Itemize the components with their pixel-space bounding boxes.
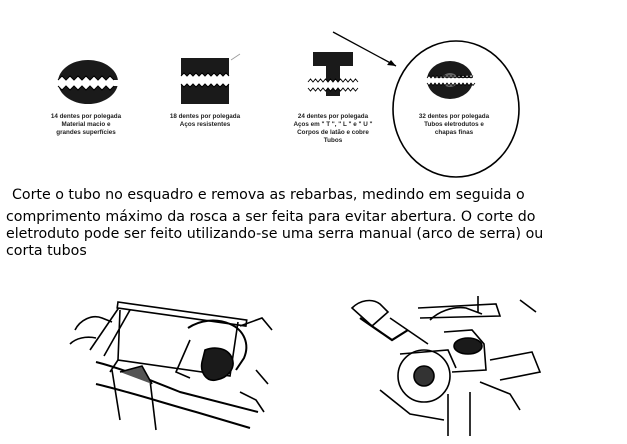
blade-profile-32-icon xyxy=(427,61,475,99)
highlight-circle-arrow-icon xyxy=(333,32,519,177)
blade-use-label: grandes superfícies xyxy=(56,129,116,136)
pipe-cutter-icon xyxy=(352,296,540,436)
blade-use-label: Aços resistentes xyxy=(179,121,231,128)
blade-caption-18 xyxy=(145,113,265,129)
blade-profile-18-icon xyxy=(181,54,240,104)
blade-use-label: Tubos eletrodutos e xyxy=(424,121,484,128)
paragraph-line: comprimento máximo da rosca a ser feita para evitar abertura. O corte do xyxy=(6,209,536,225)
paragraph-line: Corte o tubo no esquadro e remova as rebarbas, medindo em seguida o xyxy=(12,187,525,203)
blade-teeth-label: 14 dentes por polegada xyxy=(50,113,122,120)
hacksaw-cutting-pipe-icon xyxy=(70,302,272,430)
paragraph-line: corta tubos xyxy=(6,243,87,259)
blade-use-label: Corpos de latão e cobre xyxy=(297,129,369,136)
blade-caption-14 xyxy=(26,113,146,137)
blade-use-label: Material macio e xyxy=(61,121,111,128)
blade-profile-24-icon xyxy=(308,52,358,96)
blade-use-label: chapas finas xyxy=(434,129,474,136)
blade-teeth-label: 18 dentes por polegada xyxy=(169,113,241,120)
blade-use-label: Tubos xyxy=(323,137,343,144)
paragraph-line: eletroduto pode ser feito utilizando-se uma serra manual (arco de serra) ou xyxy=(6,226,544,242)
blade-teeth-label: 32 dentes por polegada xyxy=(418,113,490,120)
instruction-paragraph xyxy=(6,184,621,262)
blade-caption-24 xyxy=(270,113,396,145)
blade-profile-14-icon xyxy=(58,60,118,104)
blade-caption-32 xyxy=(394,113,514,137)
blade-use-label: Aços em " T ", " L " e " U " xyxy=(293,121,373,128)
blade-teeth-label: 24 dentes por polegada xyxy=(297,113,369,120)
